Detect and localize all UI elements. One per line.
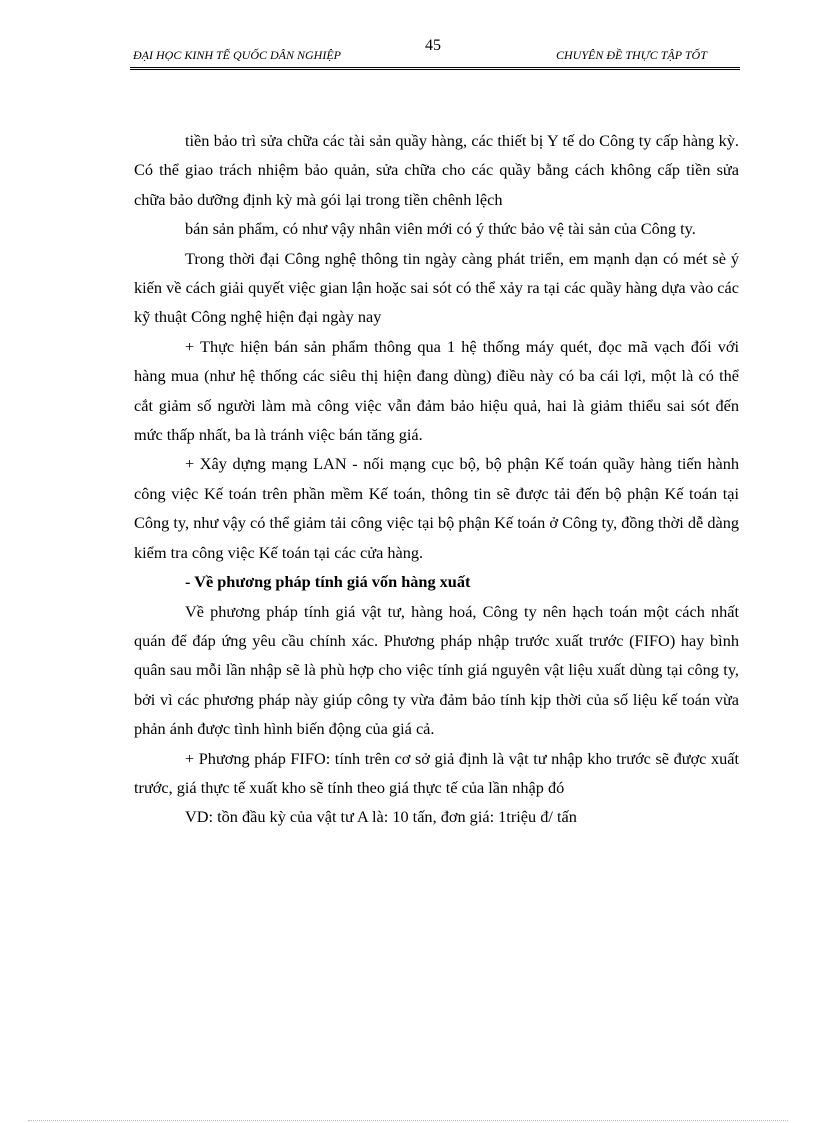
paragraph: + Phương pháp FIFO: tính trên cơ sở giả định là vật tư nhập kho trước sẽ được xuất trước, giá thực tế xuất kho sẽ tính theo giá thực tế của lần nhập đó <box>134 748 739 797</box>
paragraph: Về phương pháp tính giá vật tư, hàng hoá, Công ty nên hạch toán một cách nhất quán để đáp ứng yêu cầu chính xác. Phương pháp nhập trước xuất trước (FIFO) hay bình quân sau mỗi lần nhập sẽ là phù hợp cho việc tính giá nguyên vật liệu xuất dùng tại công ty, bởi vì các phương pháp này giúp công ty vừa đảm bảo tính kịp thời của số liệu kế toán vừa phản ánh được tình hình biến động của giá cả. <box>134 601 739 739</box>
section-heading: - Về phương pháp tính giá vốn hàng xuất <box>185 572 471 592</box>
paragraph: + Xây dựng mạng LAN - nối mạng cục bộ, bộ phận Kế toán quầy hàng tiến hành công việc Kế toán trên phần mềm Kế toán, thông tin sẽ được tải đến bộ phận Kế toán tại Công ty, như vậy có thể giảm tải công việc tại bộ phận Kế toán ở Công ty, đồng thời dễ dàng kiểm tra công việc Kế toán tại các cửa hàng. <box>134 454 739 562</box>
paragraph: + Thực hiện bán sản phẩm thông qua 1 hệ thống máy quét, đọc mã vạch đối với hàng mua (như hệ thống các siêu thị hiện đang dùng) điều này có ba cái lợi, một là có thể cắt giảm số người làm mà công việc vẫn đảm bảo hiệu quả, hai là giảm thiểu sai sót đến mức thấp nhất, ba là tránh việc bán tăng giá. <box>134 336 739 445</box>
paragraph: Trong thời đại Công nghệ thông tin ngày càng phát triển, em mạnh dạn có mét sè ý kiến về cách giải quyết việc gian lận hoặc sai sót có thể xảy ra tại các quầy hàng dựa vào các kỹ thuật Công nghệ hiện đại ngày nay <box>134 248 739 327</box>
page-number: 45 <box>425 37 441 54</box>
paragraph: VD: tồn đầu kỳ của vật tư A là: 10 tấn, đơn giá: 1triệu đ/ tấn <box>185 807 577 827</box>
header-right-title: CHUYÊN ĐỀ THỰC TẬP TỐT <box>556 48 707 62</box>
document-body <box>134 126 739 832</box>
header-left-title: ĐẠI HỌC KINH TẾ QUỐC DÂN NGHIỆP <box>133 48 341 62</box>
paragraph: bán sản phẩm, có như vậy nhân viên mới có ý thức bảo vệ tài sản của Công ty. <box>185 219 696 239</box>
header-rule <box>130 67 740 70</box>
footer-rule <box>28 1120 788 1121</box>
paragraph: tiền bảo trì sửa chữa các tài sản quầy hàng, các thiết bị Y tế do Công ty cấp hàng kỳ. Có thể giao trách nhiệm bảo quản, sửa chữa cho các quầy bằng cách không cấp tiền sửa chữa bảo dưỡng định kỳ mà gói lại trong tiền chênh lệch <box>134 131 739 209</box>
